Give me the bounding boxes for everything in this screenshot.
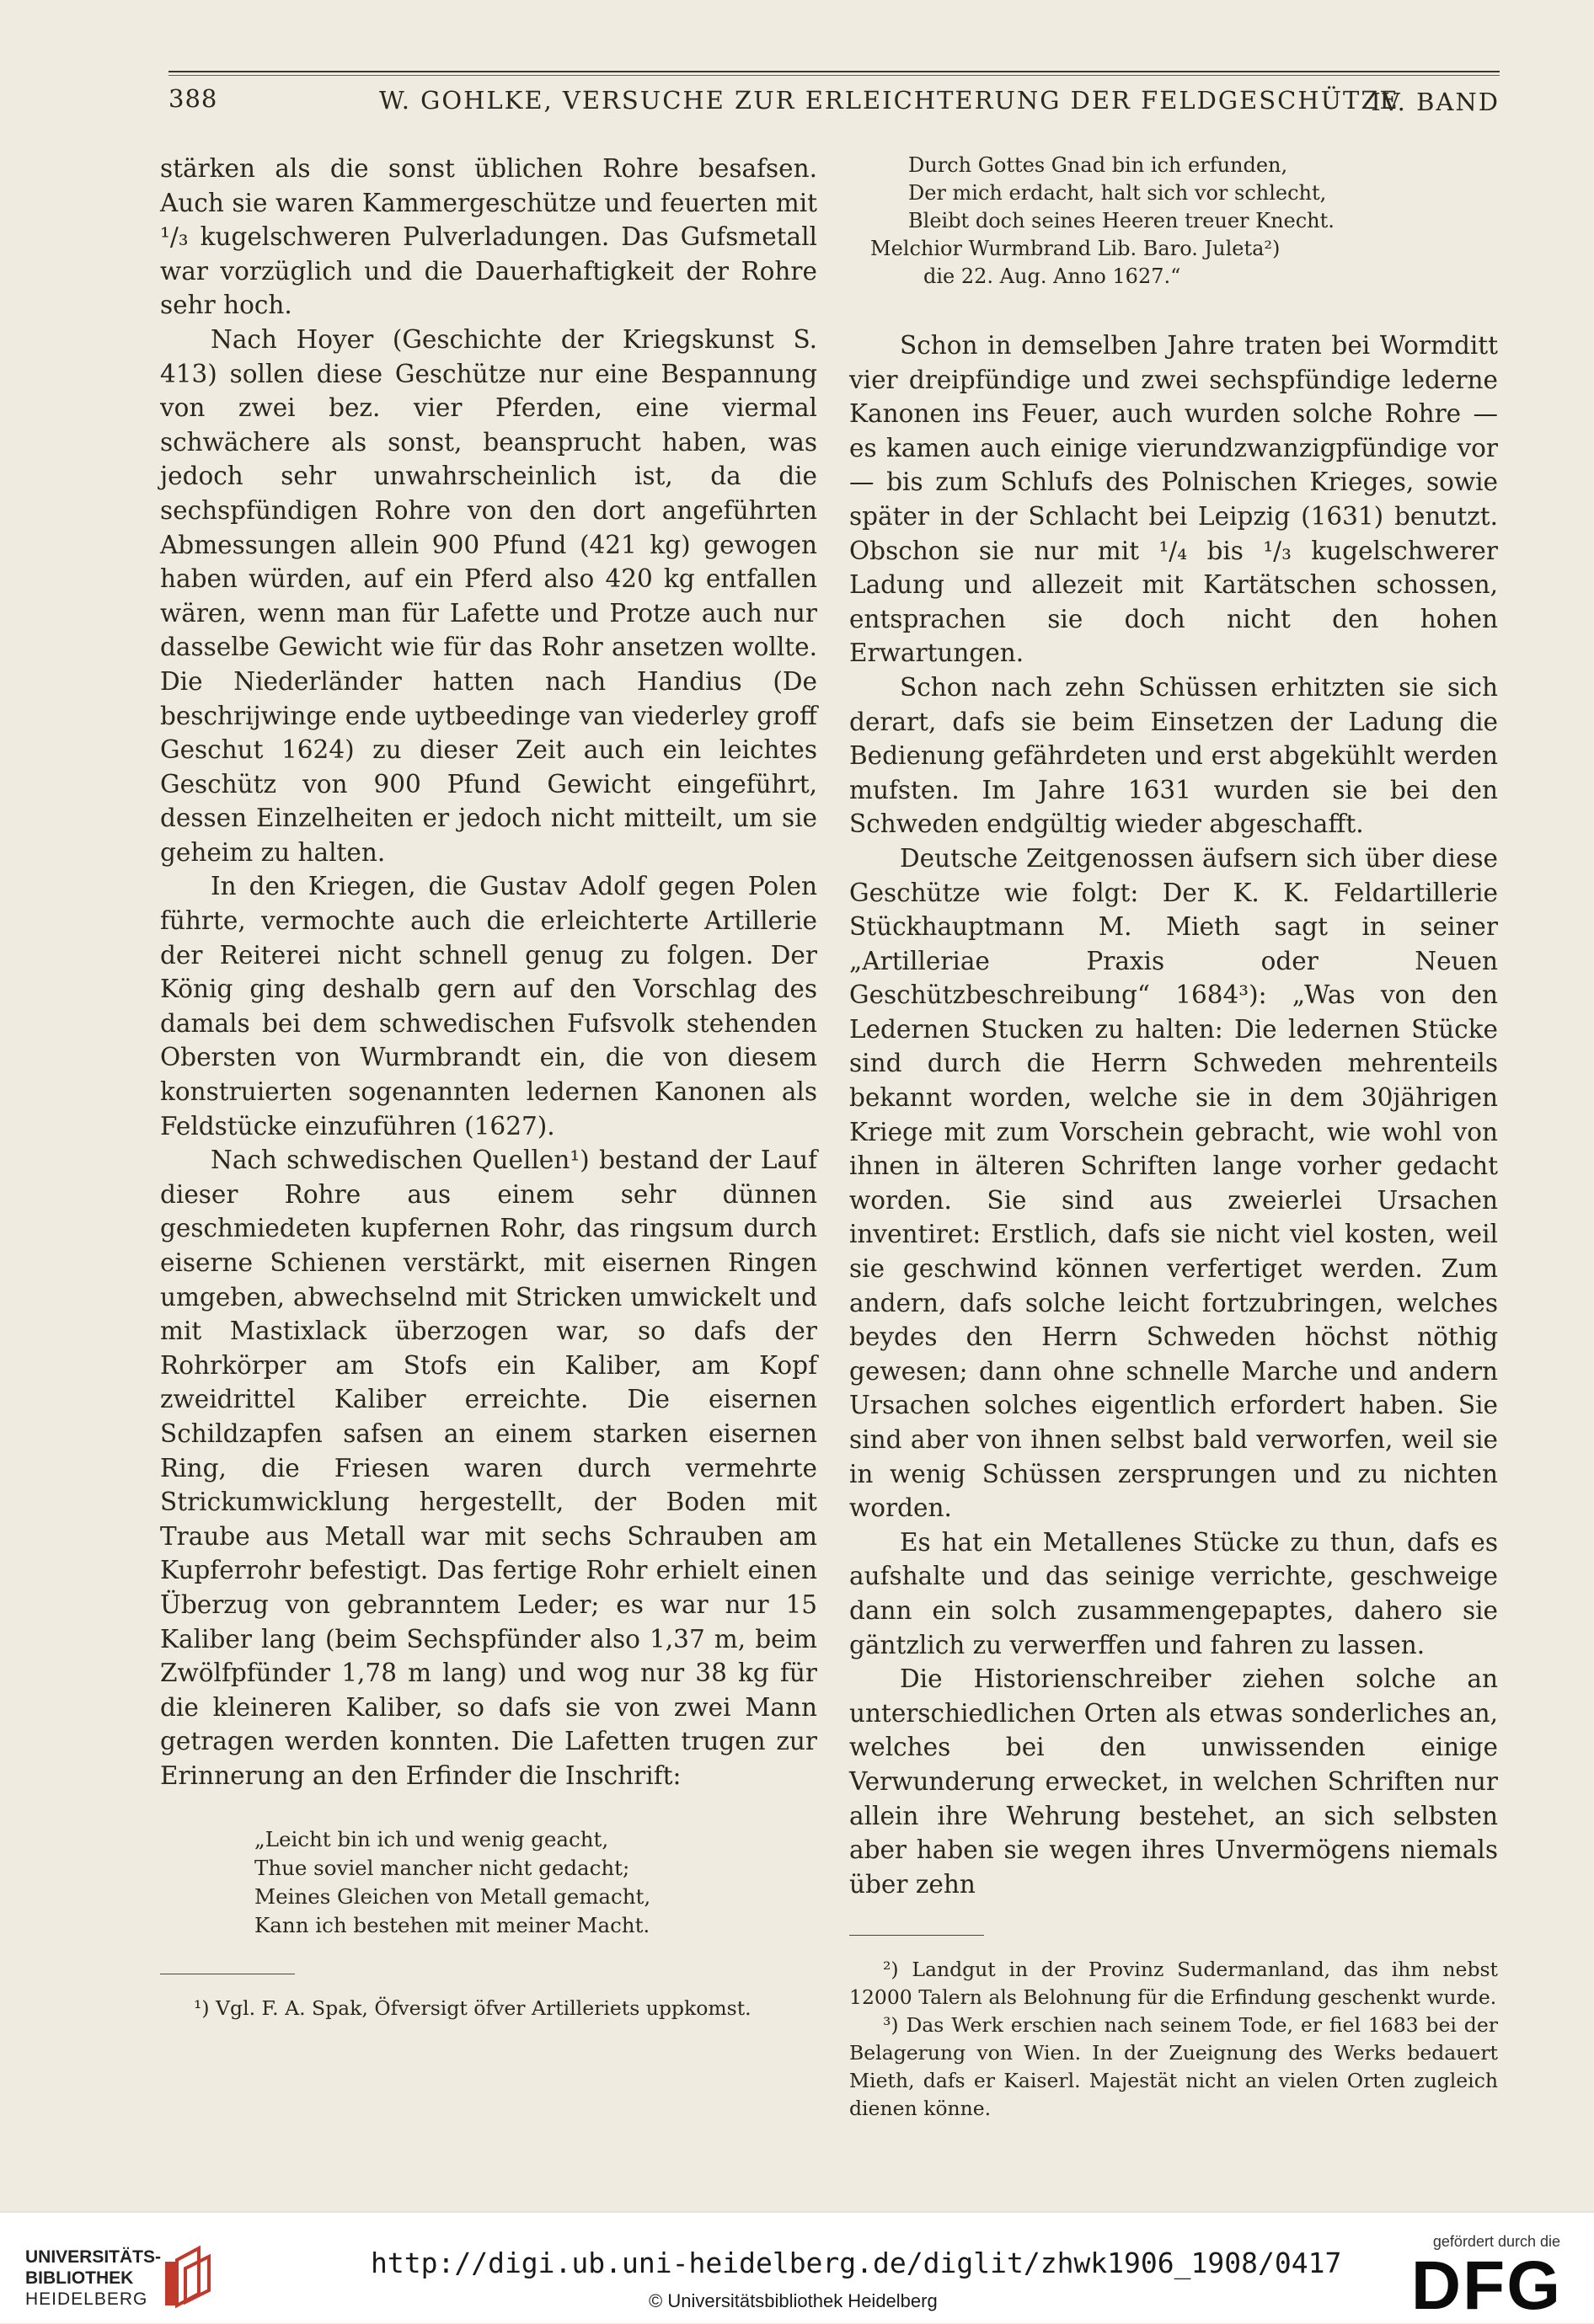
verse-line: Meines Gleichen von Metall gemacht,: [254, 1883, 651, 1909]
inscription-signature: Melchior Wurmbrand Lib. Baro. Juleta²): [870, 237, 1281, 260]
paragraph: Schon in demselben Jahre traten bei Wormditt vier dreipfündige und zwei sechspfündige lederne Kanonen ins Feuer, auch wurden solche Rohre — es kamen auch einige vierundzwanzigpfündige vor — bis zum Schlufs des Polnischen Krieges, sowie später in der Schlacht bei Leipzig (1631) benutzt. Obschon sie nur mit ¹/₄ bis ¹/₃ kugelschwerer Ladung und allezeit mit Kartätschen schossen, entsprachen sie doch nicht den hohen Erwartungen.: [849, 331, 1498, 668]
paragraph: Schon nach zehn Schüssen erhitzten sie sich derart, dafs sie beim Einsetzen der Ladung die Bedienung gefährdeten und erst abgekühlt werden mufsten. Im Jahre 1631 wurden sie bei den Schweden endgültig wieder abgeschafft.: [849, 672, 1498, 839]
paragraph: stärken als die sonst üblichen Rohre besafsen. Auch sie waren Kammergeschütze und feuerten mit ¹/₃ kugelschweren Pulverladungen. Das Gufsmetall war vorzüglich und die Dauerhaftigkeit der Rohre sehr hoch.: [160, 154, 817, 320]
verse-line: Kann ich bestehen mit meiner Macht.: [254, 1912, 650, 1937]
footnotes: [160, 1995, 817, 2022]
dfg-logo[interactable]: DFG: [1410, 2247, 1562, 2324]
spacer: [849, 291, 1498, 329]
paragraph: Nach schwedischen Quellen¹) bestand der Lauf dieser Rohre aus einem sehr dünnen geschmiedeten kupfernen Rohr, das ringsum durch eiserne Schienen verstärkt, mit eisernen Ringen umgeben, abwechselnd mit Stricken umwickelt und mit Mastixlack überzogen war, so dafs der Rohrkörper am Stofs ein Kaliber, am Kopf zweidrittel Kaliber erreichte. Die eisernen Schildzapfen safsen an einem starken eisernen Ring, die Friesen waren durch vermehrte Strickumwicklung hergestellt, der Boden mit Traube aus Metall war mit sechs Schrauben am Kupferrohr befestigt. Das fertige Rohr erhielt einen Überzug von gebranntem Leder; es war nur 15 Kaliber lang (beim Sechspfünder also 1,37 m, beim Zwölfpfünder 1,78 m lang) und wog nur 38 kg für die kleineren Kaliber, so dafs sie von zwei Mann getragen werden konnten. Die Lafetten trugen zur Erinnerung an den Erfinder die Inschrift:: [160, 1146, 817, 1790]
page-number: 388: [168, 84, 218, 113]
left-column: [160, 152, 817, 2022]
paragraph: Nach Hoyer (Geschichte der Kriegskunst S. 413) sollen diese Geschütze nur eine Bespannung von zwei bez. vier Pferden, eine viermal schwächere als sonst, beansprucht haben, was jedoch sehr unwahrscheinlich ist, da die sechspfündigen Rohre von den dort angeführten Abmessungen allein 900 Pfund (421 kg) gewogen haben würden, auf ein Pferd also 420 kg entfallen wären, wenn man für Lafette und Protze auch nur dasselbe Gewicht wie für das Rohr ansetzen wollte. Die Niederländer hatten nach Handius (De beschrijwinge ende uytbeedinge van viederley groff Geschut 1624) zu dieser Zeit auch ein leichtes Geschütz von 900 Pfund Gewicht eingeführt, dessen Einzelheiten er jedoch nicht mitteilt, um sie geheim zu halten.: [160, 324, 817, 867]
paragraph: Deutsche Zeitgenossen äufsern sich über diese Geschütze wie folgt: Der K. K. Feldartillerie Stückhauptmann M. Mieth sagt in seiner „Artilleriae Praxis oder Neuen Geschützbeschreibung“ 1684³): „Was von den Ledernen Stucken zu halten: Die ledernen Stücke sind durch die Herrn Schweden mehrenteils bekannt worden, welche sie in dem 30jährigen Kriege mit zum Vorschein gebracht, wie wohl von ihnen in älteren Schriften lange vorher gedacht worden. Sie sind aus zweierlei Ursachen inventiret: Erstlich, dafs sie nicht viel kosten, weil sie geschwind können verfertiget werden. Zum andern, dafs solche leicht fortzubringen, welches beydes den Herrn Schweden höchst nöthig gewesen; dann ohne schnelle Marche und andern Ursachen solches eigentlich erfordert haben. Sie sind aber von ihnen selbst bald verworfen, weil sie in wenig Schüssen zersprungen und zu nichten worden.: [849, 843, 1498, 1523]
footnotes: [849, 1956, 1498, 2123]
right-column: [849, 152, 1498, 2123]
permalink-url[interactable]: http://digi.ub.uni-heidelberg.de/diglit/zhwk1906_1908/0417: [371, 2247, 1342, 2279]
paragraph: In den Kriegen, die Gustav Adolf gegen Polen führte, vermochte auch die erleichterte Artillerie der Reiterei nicht schnell genug zu folgen. Der König ging deshalb gern auf den Vorschlag des damals bei dem schwedischen Fufsvolk stehenden Obersten von Wurmbrandt ein, die von diesem konstruierten sogenannten ledernen Kanonen als Feldstücke einzuführen (1627).: [160, 872, 817, 1141]
footnote: ³) Das Werk erschien nach seinem Tode, er fiel 1683 bei der Belagerung von Wien. In der Zueignung des Werks bedauert Mieth, dafs er Kaiserl. Majestät nicht an vielen Orten zugleich dienen könne.: [849, 2013, 1498, 2121]
library-emblem-icon: [160, 2243, 219, 2311]
volume-label: IV. BAND: [1371, 88, 1500, 116]
copyright-notice: © Universitätsbibliothek Heidelberg: [649, 2290, 938, 2311]
funding-note: gefördert durch die: [1432, 2233, 1560, 2250]
verse-line: „Leicht bin ich und wenig geacht,: [254, 1826, 609, 1851]
verse-line: Thue soviel mancher nicht gedacht;: [254, 1855, 630, 1880]
inscription-date: die 22. Aug. Anno 1627.“: [923, 264, 1181, 288]
footnote-rule: [849, 1935, 984, 1936]
library-name-line2: BIBLIOTHEK: [25, 2268, 134, 2288]
verse-line: Bleibt doch seines Heeren treuer Knecht.: [908, 209, 1335, 232]
library-logo[interactable]: [25, 2247, 161, 2310]
running-header: [168, 84, 1500, 121]
header-rule-thin: [168, 75, 1500, 76]
verse-line: Der mich erdacht, halt sich vor schlecht,: [908, 181, 1327, 205]
library-name-line1: UNIVERSITÄTS-: [25, 2247, 162, 2267]
viewer-footer: [0, 2211, 1594, 2323]
header-rule: [168, 71, 1500, 72]
running-title: W. GOHLKE, VERSUCHE ZUR ERLEICHTERUNG DER FELDGESCHÜTZE: [379, 86, 1399, 115]
inscription-verse: [254, 1825, 817, 1940]
footnote: ¹) Vgl. F. A. Spak, Öfversigt öfver Artilleriets uppkomst.: [194, 1995, 752, 2020]
inscription-verse-continued: [870, 152, 1498, 291]
paragraph: Es hat ein Metallenes Stücke zu thun, dafs es aufshalte und das seinige verrichte, geschweige dann ein solch zusammengepaptes, dahero sie gäntzlich zu verwerffen und fahren zu lassen.: [849, 1527, 1498, 1659]
verse-line: Durch Gottes Gnad bin ich erfunden,: [908, 153, 1288, 177]
footnote: ²) Landgut in der Provinz Sudermanland, das ihm nebst 12000 Talern als Belohnung für die Erfindung geschenkt wurde.: [849, 1958, 1498, 2010]
library-name-line3: HEIDELBERG: [25, 2289, 148, 2309]
paragraph: Die Historienschreiber ziehen solche an unterschiedlichen Orten als etwas sonderliches an, welches bei den unwissenden einige Verwunderung erwecket, in welchen Schriften nur allein ihre Wehrung bestehet, an sich selbsten aber haben sie wegen ihres Unvermögens niemals über zehn: [849, 1664, 1498, 1899]
